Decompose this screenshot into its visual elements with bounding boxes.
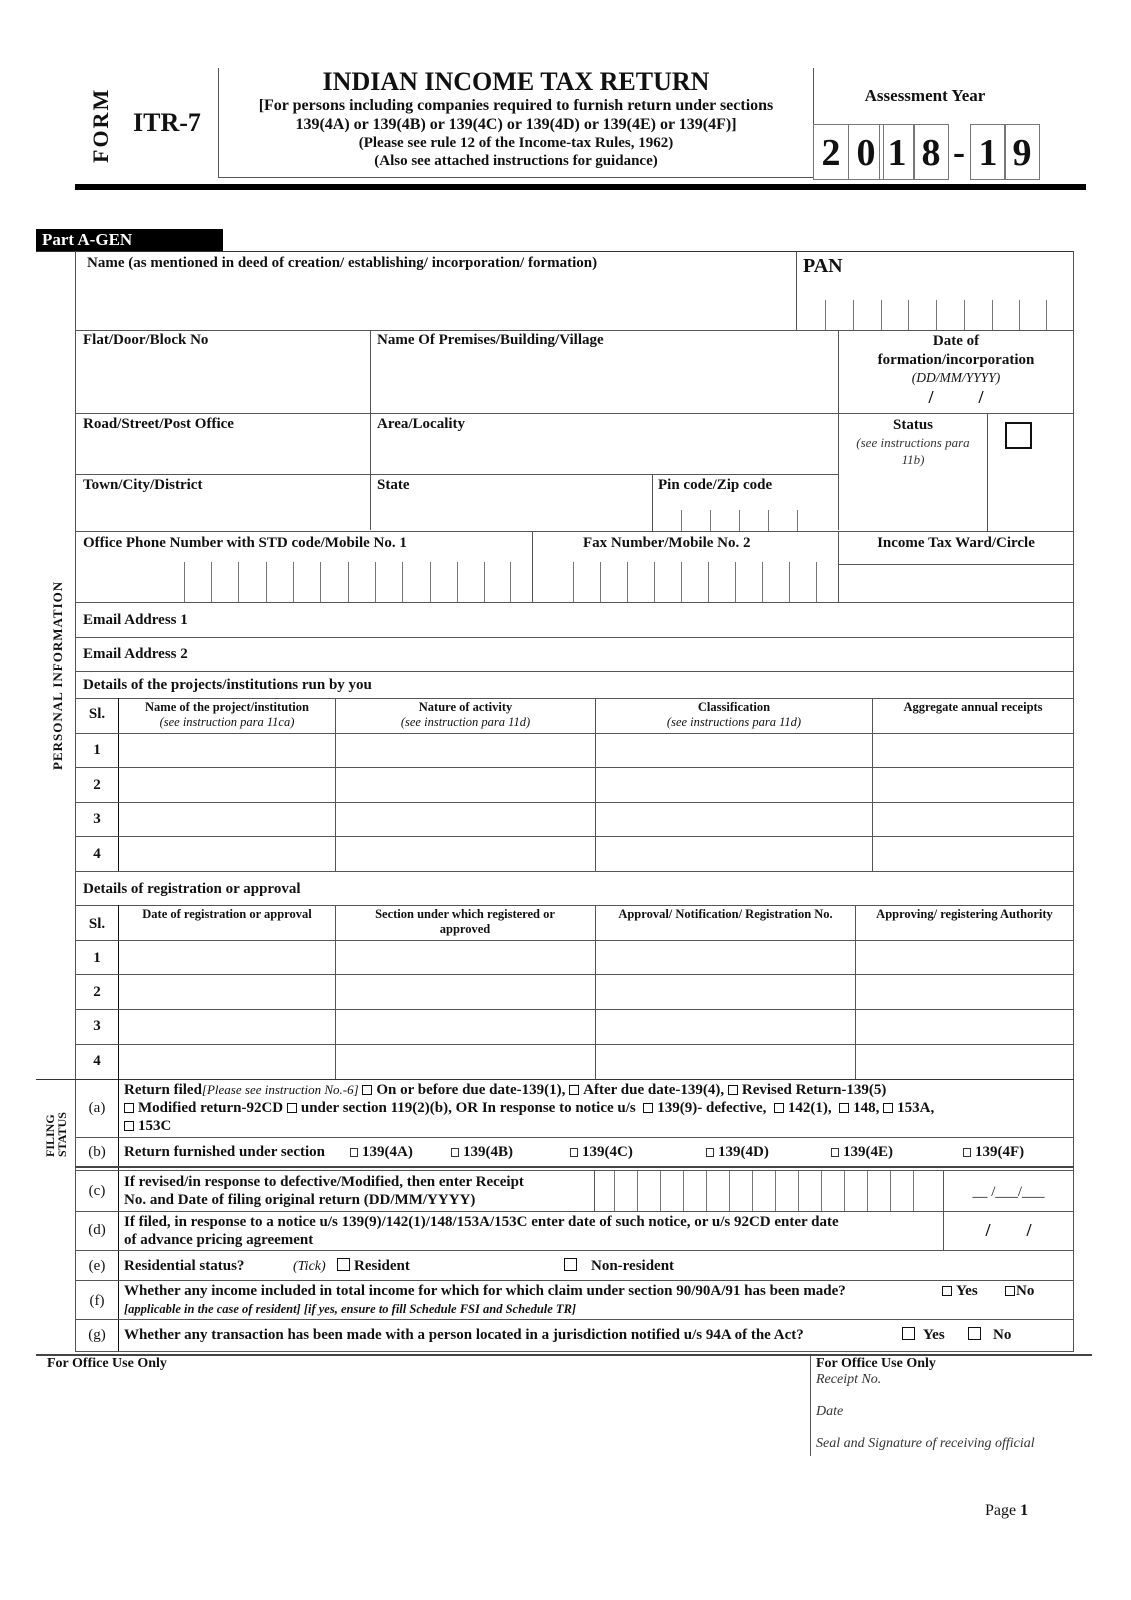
table-row: 2 [93,777,101,793]
checkbox-icon[interactable] [451,1148,459,1157]
checkbox-icon[interactable] [728,1085,738,1095]
filing-a-note: [Please see instruction No.-6] [201,1082,359,1097]
option-label: 139(4F) [975,1144,1025,1160]
dof-label: formation/incorporation [877,352,1035,368]
filing-f-key: (f) [89,1293,105,1309]
option-label: 139(4E) [843,1144,893,1160]
ward-label: Income Tax Ward/Circle [877,535,1035,551]
filing-c-label: If revised/in response to defective/Modified, then enter Receipt [124,1174,524,1190]
year-digit: 1 [879,124,915,180]
projects-title: Details of the projects/institutions run by you [83,677,372,693]
option-label: After due date-139(4), [583,1082,725,1098]
filing-f-yes[interactable] [942,1283,978,1300]
area-label: Area/Locality [377,416,466,432]
year-digit: 8 [913,124,949,180]
checkbox-icon[interactable] [706,1148,714,1157]
filing-d-label: of advance pricing agreement [124,1232,314,1248]
option-label: 153A, [897,1100,935,1116]
checkbox-icon[interactable] [362,1085,372,1095]
flat-field[interactable] [76,352,370,412]
checkbox-icon[interactable] [337,1258,350,1271]
state-field[interactable] [371,497,651,530]
projects-header-name: Name of the project/institution [145,700,309,714]
year-digit: 1 [970,124,1006,180]
checkbox-icon[interactable] [883,1103,893,1113]
table-row: 3 [93,811,101,827]
receipt-no-label: Receipt No. [816,1372,882,1387]
filing-f-no[interactable] [1005,1283,1034,1300]
table-row: 2 [93,984,101,1000]
filing-b-option[interactable] [831,1144,893,1161]
form-subtitle: [For persons including companies required to furnish return under sections [258,97,774,114]
filing-f-label: Whether any income included in total income for which for which claim under section 90/90A/91 has been made? [124,1283,846,1299]
form-subtitle: (Please see rule 12 of the Income-tax Rules, 1962) [358,135,674,151]
option-label: 139(9)- defective, [657,1100,767,1116]
checkbox-icon[interactable] [942,1286,952,1296]
filing-d-key: (d) [88,1222,106,1238]
checkbox-icon[interactable] [902,1327,915,1340]
registration-header-date: Date of registration or approval [142,907,312,921]
premises-field[interactable] [371,352,837,412]
filing-b-key: (b) [88,1144,106,1160]
town-field[interactable] [76,497,370,530]
name-field[interactable] [76,275,796,329]
filing-b-option[interactable] [570,1144,633,1161]
email2-field[interactable] [220,638,1072,670]
year-digit: 9 [1004,124,1040,180]
checkbox-icon[interactable] [839,1103,849,1113]
registration-title: Details of registration or approval [83,881,301,897]
option-label: Non-resident [591,1258,675,1274]
filing-c-label: No. and Date of filing original return (DD/MM/YYYY) [124,1192,476,1208]
date-label: Date [816,1404,844,1419]
filing-e-key: (e) [88,1258,106,1274]
form-title: INDIAN INCOME TAX RETURN [322,67,710,96]
checkbox-icon[interactable] [350,1148,358,1157]
pan-input[interactable] [797,298,1073,329]
checkbox-icon[interactable] [831,1148,839,1157]
side-label-filing-1: FILING [43,1114,57,1157]
fax-input[interactable] [533,560,837,602]
year-digit: 0 [848,124,884,180]
seal-label: Seal and Signature of receiving official [816,1436,1035,1451]
projects-header-receipts: Aggregate annual receipts [903,700,1043,714]
side-label-personal: PERSONAL INFORMATION [50,580,65,770]
projects-header-note: (see instruction para 11ca) [159,715,295,729]
option-label: On or before due date-139(1), [376,1082,566,1098]
checkbox-icon[interactable] [774,1103,784,1113]
email2-label: Email Address 2 [83,646,188,662]
road-field[interactable] [76,436,370,474]
year-digit: 2 [813,124,849,180]
checkbox-icon[interactable] [124,1121,134,1131]
notice-date-input[interactable]: / / [985,1220,1032,1240]
filing-b-option[interactable] [350,1144,413,1161]
filing-b-label: Return furnished under section [124,1144,325,1160]
checkbox-icon[interactable] [287,1103,297,1113]
town-label: Town/City/District [83,477,203,493]
form-subtitle: (Also see attached instructions for guidance) [374,153,658,169]
registration-header-number: Approval/ Notification/ Registration No. [618,907,833,921]
option-label: Yes [956,1283,978,1299]
option-label: 139(4C) [582,1144,633,1160]
form-label: FORM [88,87,113,163]
option-label: 139(4D) [718,1144,769,1160]
checkbox-icon[interactable] [963,1148,971,1157]
filing-d-label: If filed, in response to a notice u/s 139(9)/142(1)/148/153A/153C enter date of such notice, or u/s 92CD enter date [124,1214,839,1230]
option-label: 142(1), [787,1100,832,1116]
projects-header-note: (see instructions para 11d) [666,715,802,729]
non-resident-option[interactable] [564,1258,674,1275]
option-label: 148, [853,1100,880,1116]
filing-g-yes[interactable] [902,1327,945,1344]
option-label: No [1016,1283,1035,1299]
filing-e-label: Residential status? [124,1258,245,1274]
state-label: State [377,477,410,493]
checkbox-icon[interactable] [1005,1286,1015,1296]
filing-c-key: (c) [88,1183,106,1199]
page-value: 1 [1020,1502,1029,1519]
filing-a-label: Return filed [124,1082,202,1098]
table-row: 3 [93,1018,101,1034]
form-subtitle: 139(4A) or 139(4B) or 139(4C) or 139(4D) or 139(4E) or 139(4F)] [295,116,737,133]
pin-label: Pin code/Zip code [658,477,773,493]
email1-field[interactable] [220,604,1072,636]
side-label-filing [44,1112,68,1157]
projects-header-nature: Nature of activity [418,700,513,714]
option-label: Yes [923,1327,945,1343]
table-row: 4 [93,1053,101,1069]
table-row: 1 [93,742,101,758]
page-label: Page [985,1502,1017,1519]
road-label: Road/Street/Post Office [83,416,234,432]
registration-header-section: Section under which registered or approved [375,907,555,936]
year-dash: - [953,132,965,172]
pan-label: PAN [803,255,843,277]
registration-header-authority: Approving/ registering Authority [876,907,1053,921]
original-return-date-input[interactable]: __ /___/___ [972,1184,1045,1200]
option-label: No [993,1327,1012,1343]
office-use-left-label: For Office Use Only [47,1356,167,1371]
checkbox-icon[interactable] [564,1258,577,1271]
option-label: 139(4B) [463,1144,513,1160]
table-row: 1 [93,950,101,966]
name-label: Name (as mentioned in deed of creation/ establishing/ incorporation/ formation) [87,255,598,271]
option-label: 139(4A) [362,1144,413,1160]
status-note: (see instructions para 11b) [856,435,970,467]
status-checkbox[interactable] [1005,422,1032,449]
form-code: ITR-7 [133,108,201,137]
phone-label: Office Phone Number with STD code/Mobile No. 1 [83,535,407,551]
option-label: under section 119(2)(b), OR In response to notice u/s [300,1100,636,1116]
area-field[interactable] [371,436,837,474]
receipt-number-input[interactable] [595,1171,943,1211]
ward-field[interactable] [839,565,1073,602]
option-label: Modified return-92CD [138,1100,284,1116]
checkbox-icon[interactable] [570,1148,578,1157]
office-use-right-label: For Office Use Only [816,1356,936,1371]
option-label: 153C [138,1118,172,1134]
filing-a-content [124,1081,1069,1135]
checkbox-icon[interactable] [569,1085,579,1095]
dof-format: (DD/MM/YYYY) [911,370,1001,385]
projects-header-sl: Sl. [88,706,106,722]
filing-e-tick: (Tick) [293,1259,326,1274]
projects-header-classification: Classification [697,700,771,714]
resident-option[interactable] [337,1258,410,1275]
filing-b-option[interactable] [706,1144,769,1161]
registration-header-sl: Sl. [88,916,106,932]
premises-label: Name Of Premises/Building/Village [377,332,604,348]
table-row: 4 [93,846,101,862]
side-label-filing-2: STATUS [55,1112,69,1157]
checkbox-icon[interactable] [124,1103,134,1113]
checkbox-icon[interactable] [643,1103,653,1113]
filing-g-label: Whether any transaction has been made with a person located in a jurisdiction notified u/s 94A of the Act? [124,1327,804,1343]
checkbox-icon[interactable] [968,1327,981,1340]
filing-a-key: (a) [88,1100,106,1116]
filing-b-option[interactable] [451,1144,513,1161]
dof-input[interactable]: / / [928,387,984,407]
filing-b-option[interactable] [963,1144,1024,1161]
assessment-year-label: Assessment Year [864,86,986,105]
part-title: Part A-GEN [36,229,223,251]
filing-g-no[interactable] [968,1327,1011,1344]
option-label: Revised Return-139(5) [741,1082,887,1098]
phone-input[interactable] [76,560,531,602]
header-rule [75,184,1086,190]
projects-header-note: (see instruction para 11d) [400,715,531,729]
filing-g-key: (g) [88,1327,106,1343]
option-label: Resident [354,1258,410,1274]
flat-label: Flat/Door/Block No [83,332,209,348]
pin-input[interactable] [653,508,838,531]
email1-label: Email Address 1 [83,612,188,628]
dof-label: Date of [932,333,980,349]
fax-label: Fax Number/Mobile No. 2 [583,535,751,551]
page-number [985,1502,1028,1520]
status-label: Status [892,417,933,433]
filing-f-note: [applicable in the case of resident] [if yes, ensure to fill Schedule FSI and Schedule TR] [124,1302,577,1316]
